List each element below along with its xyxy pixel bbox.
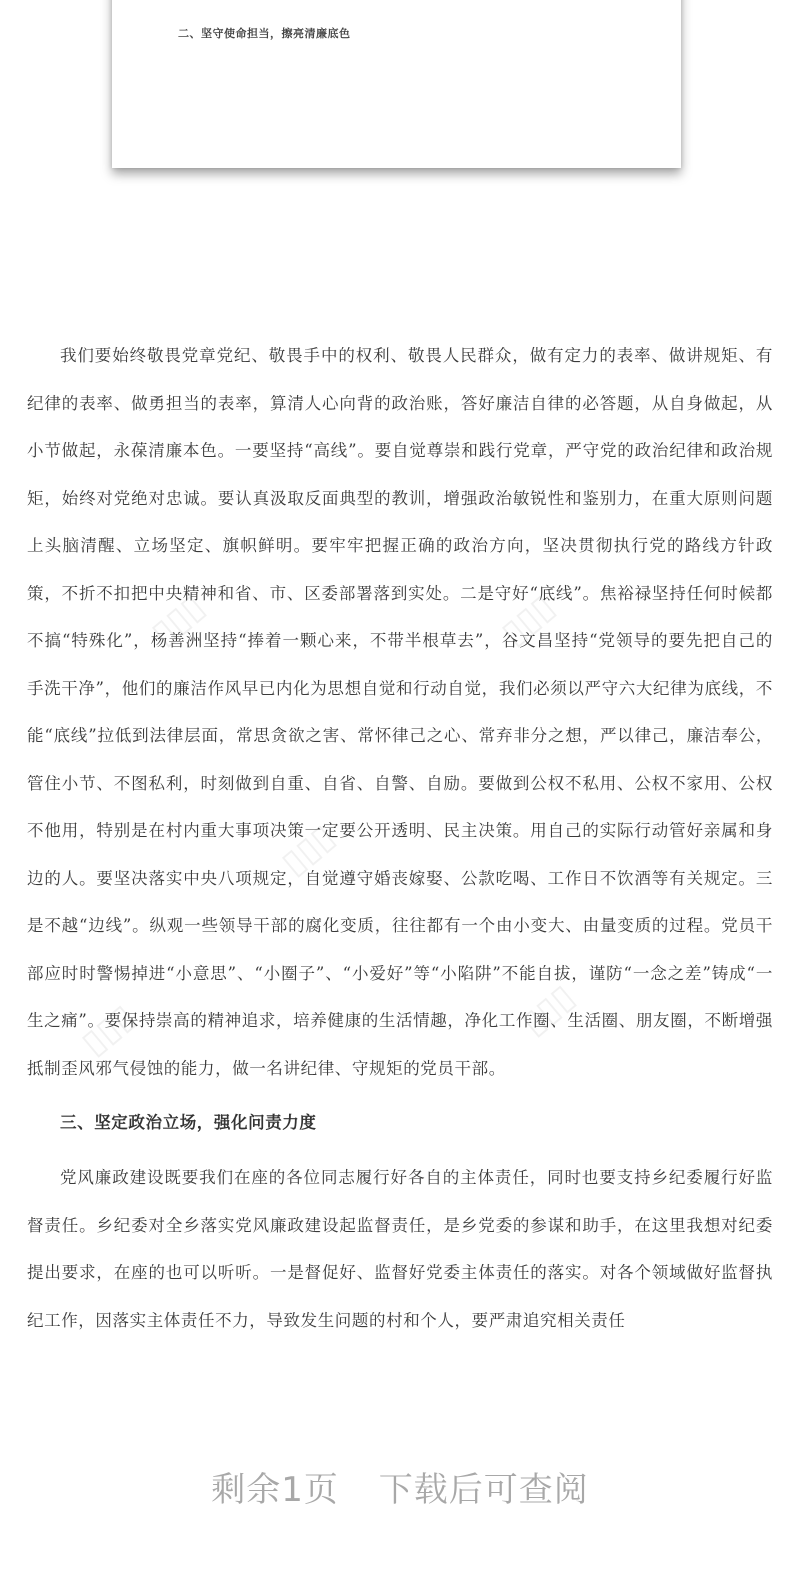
watermark: ▯▯▯ [273,816,343,884]
watermark: ▯▯▯ [143,586,213,654]
download-to-view-label[interactable]: 下载后可查阅 [378,1470,589,1510]
section-heading: 三、坚定政治立场，强化问责力度 [60,1113,317,1132]
watermark: ▯▯▯ [493,586,563,654]
document-preview-card [112,0,681,168]
body-paragraph: 党风廉政建设既要我们在座的各位同志履行好各自的主体责任，同时也要支持乡纪委履行好监督责任。乡纪委对全乡落实党风廉政建设起监督责任，是乡党委的参谋和助手，在这里我想对纪委提出要求，在座的也可以听听。一是督促好、监督好党委主体责任的落实。对各个领域做好监督执纪工作，因落实主体责任不力，导致发生问题的村和个人，要严肃追究相关责任 [27,1168,773,1330]
remaining-pages-label[interactable]: 剩余1页 [211,1470,339,1510]
read-more-banner[interactable] [0,1462,800,1511]
content-fade-overlay [0,1395,800,1465]
preview-section-heading: 二、坚守使命担当，擦亮清廉底色 [178,27,351,40]
watermark: ▯▯▯ [513,976,583,1044]
watermark: ▯▯▯ [73,996,143,1064]
body-paragraph: 我们要始终敬畏党章党纪、敬畏手中的权利、敬畏人民群众，做有定力的表率、做讲规矩、有纪律的表率、做勇担当的表率，算清人心向背的政治账，答好廉洁自律的必答题，从自身做起，从小节做起，永葆清廉本色。一要坚持“高线”。要自觉尊崇和践行党章，严守党的政治纪律和政治规矩，始终对党绝对忠诚。要认真汲取反面典型的教训，增强政治敏锐性和鉴别力，在重大原则问题上头脑清醒、立场坚定、旗帜鲜明。要牢牢把握正确的政治方向，坚决贯彻执行党的路线方针政策，不折不扣把中央精神和省、市、区委部署落到实处。二是守好“底线”。焦裕禄坚持任何时候都不搞“特殊化”，杨善洲坚持“捧着一颗心来，不带半根草去”，谷文昌坚持“党领导的要先把自己的手洗干净”，他们的廉洁作风早已内化为思想自觉和行动自觉，我们必须以严守六大纪律为底线，不能“底线”拉低到法律层面，常思贪欲之害、常怀律己之心、常弃非分之想，严以律己，廉洁奉公，管住小节、不图私利，时刻做到自重、自省、自警、自励。要做到公权不私用、公权不家用、公权不他用，特别是在村内重大事项决策一定要公开透明、民主决策。用自己的实际行动管好亲属和身边的人。要坚决落实中央八项规定，自觉遵守婚丧嫁娶、公款吃喝、工作日不饮酒等有关规定。三是不越“边线”。纵观一些领导干部的腐化变质，往往都有一个由小变大、由量变质的过程。党员干部应时时警惕掉进“小意思”、“小圈子”、“小爱好”等“小陷阱”不能自拔，谨防“一念之差”铸成“一生之痛”。要保持崇高的精神追求，培养健康的生活情趣，净化工作圈、生活圈、朋友圈，不断增强抵制歪风邪气侵蚀的能力，做一名讲纪律、守规矩的党员干部。 [27,346,773,1078]
document-body [27,332,773,1344]
